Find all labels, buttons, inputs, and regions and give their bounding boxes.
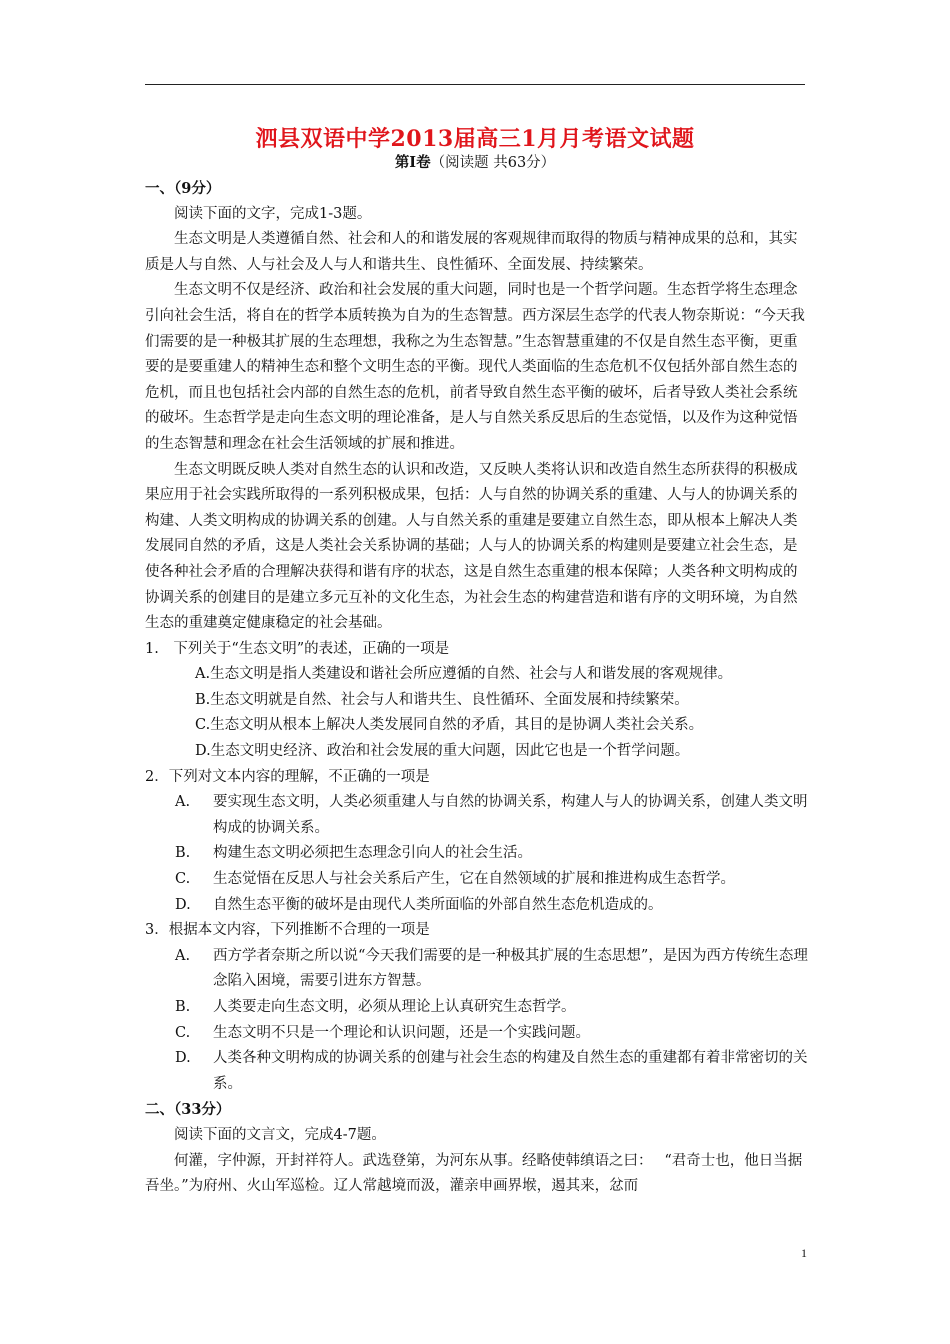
- option-text: 自然生态平衡的破坏是由现代人类所面临的外部自然生态危机造成的。: [213, 896, 663, 913]
- question-3-stem: 3．根据本文内容，下列推断不合理的一项是: [145, 922, 430, 939]
- option-text: 构建生态文明必须把生态理念引向人的社会生活。: [213, 845, 532, 862]
- option-label: B.: [195, 691, 211, 708]
- question-1-option-a: [145, 662, 810, 688]
- passage-paragraph-1: 生态文明是人类遵循自然、社会和人的和谐发展的客观规律而取得的物质与精神成果的总和，其实质是人与自然、人与社会及人与人和谐共生、良性循环、全面发展、持续繁荣。: [145, 231, 798, 273]
- subtitle-detail: （阅读题 共63分）: [430, 155, 556, 171]
- question-1-option-b: [145, 688, 810, 714]
- question-3-option-b: [145, 995, 810, 1021]
- question-3-option-c: [145, 1021, 810, 1047]
- section-2-heading: 二、（33分）: [145, 1101, 231, 1119]
- question-2-option-c: [145, 867, 810, 893]
- page-number: 1: [801, 1246, 807, 1260]
- option-label: D.: [195, 743, 211, 760]
- subtitle-volume: 第Ⅰ卷: [394, 154, 431, 171]
- exam-body: [145, 176, 810, 1200]
- option-label: B.: [175, 999, 191, 1015]
- question-2-stem: 2．下列对文本内容的理解，不正确的一项是: [145, 768, 430, 785]
- option-label: D.: [175, 896, 191, 913]
- exam-subtitle: [0, 152, 950, 174]
- question-2-option-d: [145, 893, 810, 919]
- section-1-intro: 阅读下面的文字，完成1-3题。: [174, 205, 372, 222]
- passage-paragraph-2: 生态文明不仅是经济、政治和社会发展的重大问题，同时也是一个哲学问题。生态哲学将生态理念引向社会生活，将自在的哲学本质转换为自为的生态智慧。西方深层生态学的代表人物奈斯说：“今天我们需要的是一种极其扩展的生态理想，我称之为生态智慧。”生态智慧重建的不仅是自然生态平衡，更重要的是要重建人的精神生态和整个文明生态的平衡。现代人类面临的生态危机不仅包括外部自然生态的危机，而且也包括社会内部的自然生态的危机，前者导致自然生态平衡的破坏，后者导致人类社会系统的破坏。生态哲学是走向生态文明的理论准备，是人与自然关系反思后的生态觉悟，以及作为这种觉悟的生态智慧和理念在社会生活领域的扩展和推进。: [145, 282, 805, 452]
- option-label: B.: [175, 845, 191, 862]
- option-text: 西方学者奈斯之所以说“今天我们需要的是一种极其扩展的生态思想”，是因为西方传统生态理念陷入困境，需要引进东方智慧。: [213, 947, 808, 990]
- question-3-option-a: [145, 944, 810, 995]
- section-1-heading: 一、（9分）: [145, 180, 221, 197]
- option-text: 人类要走向生态文明，必须从理论上认真研究生态哲学。: [213, 999, 576, 1015]
- exam-title: 泗县双语中学2013届高三1月月考语文试题: [255, 126, 695, 152]
- option-text: 生态觉悟在反思人与社会关系后产生，它在自然领域的扩展和推进构成生态哲学。: [213, 871, 735, 888]
- classical-passage-paragraph: 何灌，字仲源，开封祥符人。武选登第，为河东从事。经略使韩缜语之曰： “君奇士也，他日当据吾坐。”为府州、火山军巡检。辽人常越境而汲，灌亲申画界堠，遏其来，忿而: [145, 1152, 803, 1195]
- option-text: 要实现生态文明，人类必须重建人与自然的协调关系，构建人与人的协调关系，创建人类文明构成的协调关系。: [213, 794, 808, 836]
- section-2-intro: 阅读下面的文言文，完成4-7题。: [174, 1126, 386, 1143]
- option-text: 生态文明不只是一个理论和认识问题，还是一个实践问题。: [213, 1024, 590, 1041]
- question-1-option-c: [145, 713, 810, 739]
- question-1-option-d: [145, 739, 810, 765]
- option-label: C.: [175, 871, 191, 888]
- option-label: A.: [175, 947, 191, 964]
- question-2-option-b: [145, 841, 810, 867]
- question-3-option-d: [145, 1046, 810, 1097]
- header-rule: [145, 84, 805, 85]
- option-text: 生态文明就是自然、社会与人和谐共生、良性循环、全面发展和持续繁荣。: [210, 691, 689, 708]
- question-2-option-a: [145, 790, 810, 841]
- option-label: D.: [175, 1050, 191, 1067]
- option-text: 生态文明是指人类建设和谐社会所应遵循的自然、社会与人和谐发展的客观规律。: [210, 666, 733, 683]
- passage-paragraph-3: 生态文明既反映人类对自然生态的认识和改造，又反映人类将认识和改造自然生态所获得的积极成果应用于社会实践所取得的一系列积极成果，包括：人与自然的协调关系的重建、人与人的协调关系的构建、人类文明构成的协调关系的创建。人与自然关系的重建是要建立自然生态，即从根本上解决人类发展同自然的矛盾，这是人类社会关系协调的基础；人与人的协调关系的构建则是要建立社会生态，是使各种社会矛盾的合理解决获得和谐有序的状态，这是自然生态重建的根本保障；人类各种文明构成的协调关系的创建目的是建立多元互补的文化生态，为社会生态的构建营造和谐有序的文明环境，为自然生态的重建奠定健康稳定的社会基础。: [145, 461, 798, 632]
- option-label: A.: [175, 794, 191, 811]
- option-label: C.: [195, 717, 211, 734]
- option-text: 生态文明从根本上解决人类发展同自然的矛盾，其目的是协调人类社会关系。: [210, 717, 704, 734]
- option-label: A.: [195, 666, 211, 683]
- option-text: 生态文明史经济、政治和社会发展的重大问题，因此它也是一个哲学问题。: [210, 743, 690, 760]
- option-text: 人类各种文明构成的协调关系的创建与社会生态的构建及自然生态的重建都有着非常密切的关系。: [213, 1050, 808, 1092]
- question-1-stem: 1. 下列关于“生态文明”的表述，正确的一项是: [145, 640, 450, 657]
- option-label: C.: [175, 1024, 191, 1041]
